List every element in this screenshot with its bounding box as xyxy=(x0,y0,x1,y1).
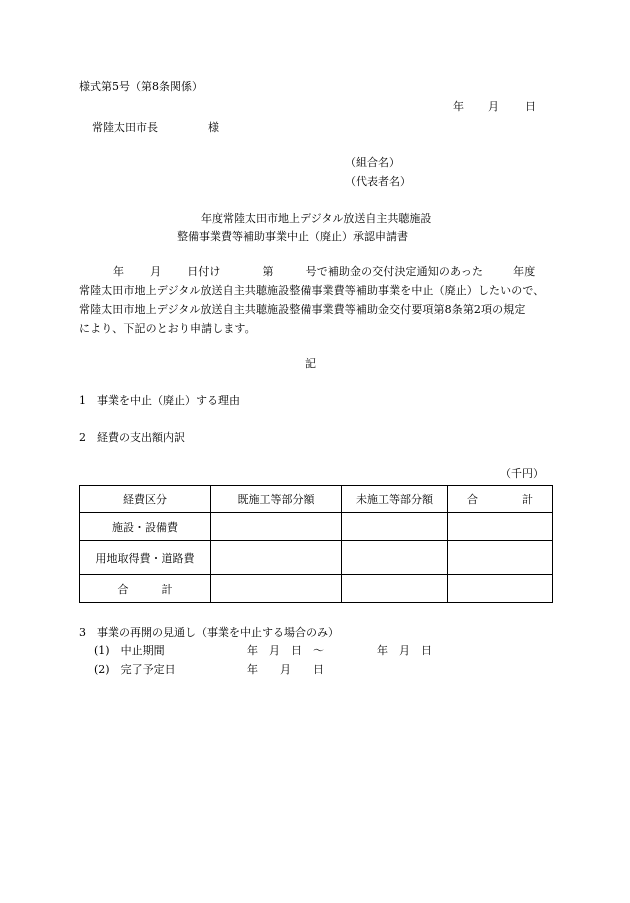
section-3-title: 3 事業の再開の見通し（事業を中止する場合のみ） xyxy=(79,626,339,639)
table-row xyxy=(80,541,553,575)
form-number: 様式第5号（第8条関係） xyxy=(79,80,203,93)
header-uncompleted: 未施工等部分額 xyxy=(342,486,448,513)
cell-empty xyxy=(211,575,342,603)
cell-empty xyxy=(342,513,448,541)
cell-empty xyxy=(448,541,553,575)
table-row xyxy=(80,513,553,541)
completion-date: 年 月 日 xyxy=(247,663,324,676)
body-day: 日付け xyxy=(187,265,221,278)
date-month: 月 xyxy=(488,100,499,113)
applicant-union: （組合名） xyxy=(345,156,400,169)
row-label-total: 合 計 xyxy=(80,575,211,603)
document-title-line2: 整備事業費等補助事業中止（廃止）承認申請書 xyxy=(177,230,408,243)
ki-mark: 記 xyxy=(305,357,316,370)
cell-empty xyxy=(342,575,448,603)
cell-empty xyxy=(448,513,553,541)
body-month: 月 xyxy=(150,265,162,278)
body-line-1 xyxy=(79,265,535,279)
body-line-4: により、下記のとおり申請します。 xyxy=(79,322,256,335)
addressee-name: 常陸太田市長 xyxy=(92,121,158,134)
body-notice: 号で補助金の交付決定通知のあった xyxy=(305,265,484,278)
suspension-period-label: (1) 中止期間 xyxy=(94,644,165,657)
cell-empty xyxy=(211,513,342,541)
unit-label: （千円） xyxy=(500,467,544,480)
section-2-title: 2 経費の支出額内訳 xyxy=(79,431,185,444)
document-title-line1: 年度常陸太田市地上デジタル放送自主共聴施設 xyxy=(201,212,432,225)
body-no: 第 xyxy=(262,265,274,278)
suspension-period-to: 年 月 日 xyxy=(377,644,432,657)
body-year: 年 xyxy=(113,265,125,278)
row-label-land: 用地取得費・道路費 xyxy=(80,541,211,575)
date-line xyxy=(453,100,536,114)
addressee-honorific: 様 xyxy=(208,121,219,134)
date-day: 日 xyxy=(525,100,536,113)
section-1-title: 1 事業を中止（廃止）する理由 xyxy=(79,394,240,407)
table-header-row xyxy=(80,486,553,513)
completion-date-label: (2) 完了予定日 xyxy=(94,663,176,676)
applicant-representative: （代表者名） xyxy=(345,175,411,188)
expense-table xyxy=(79,485,553,603)
date-year: 年 xyxy=(453,100,464,113)
header-total: 合 計 xyxy=(448,486,553,513)
header-completed: 既施工等部分額 xyxy=(211,486,342,513)
cell-empty xyxy=(448,575,553,603)
body-line-3: 常陸太田市地上デジタル放送自主共聴施設整備事業費等補助金交付要項第8条第2項の規定 xyxy=(79,303,526,316)
suspension-period-from: 年 月 日 ～ xyxy=(247,644,324,657)
cell-empty xyxy=(342,541,448,575)
table-row xyxy=(80,575,553,603)
header-category: 経費区分 xyxy=(80,486,211,513)
body-fiscal-year: 年度 xyxy=(513,265,536,278)
body-line-2: 常陸太田市地上デジタル放送自主共聴施設整備事業費等補助事業を中止（廃止）したいので、 xyxy=(79,284,545,297)
cell-empty xyxy=(211,541,342,575)
row-label-facility: 施設・設備費 xyxy=(80,513,211,541)
